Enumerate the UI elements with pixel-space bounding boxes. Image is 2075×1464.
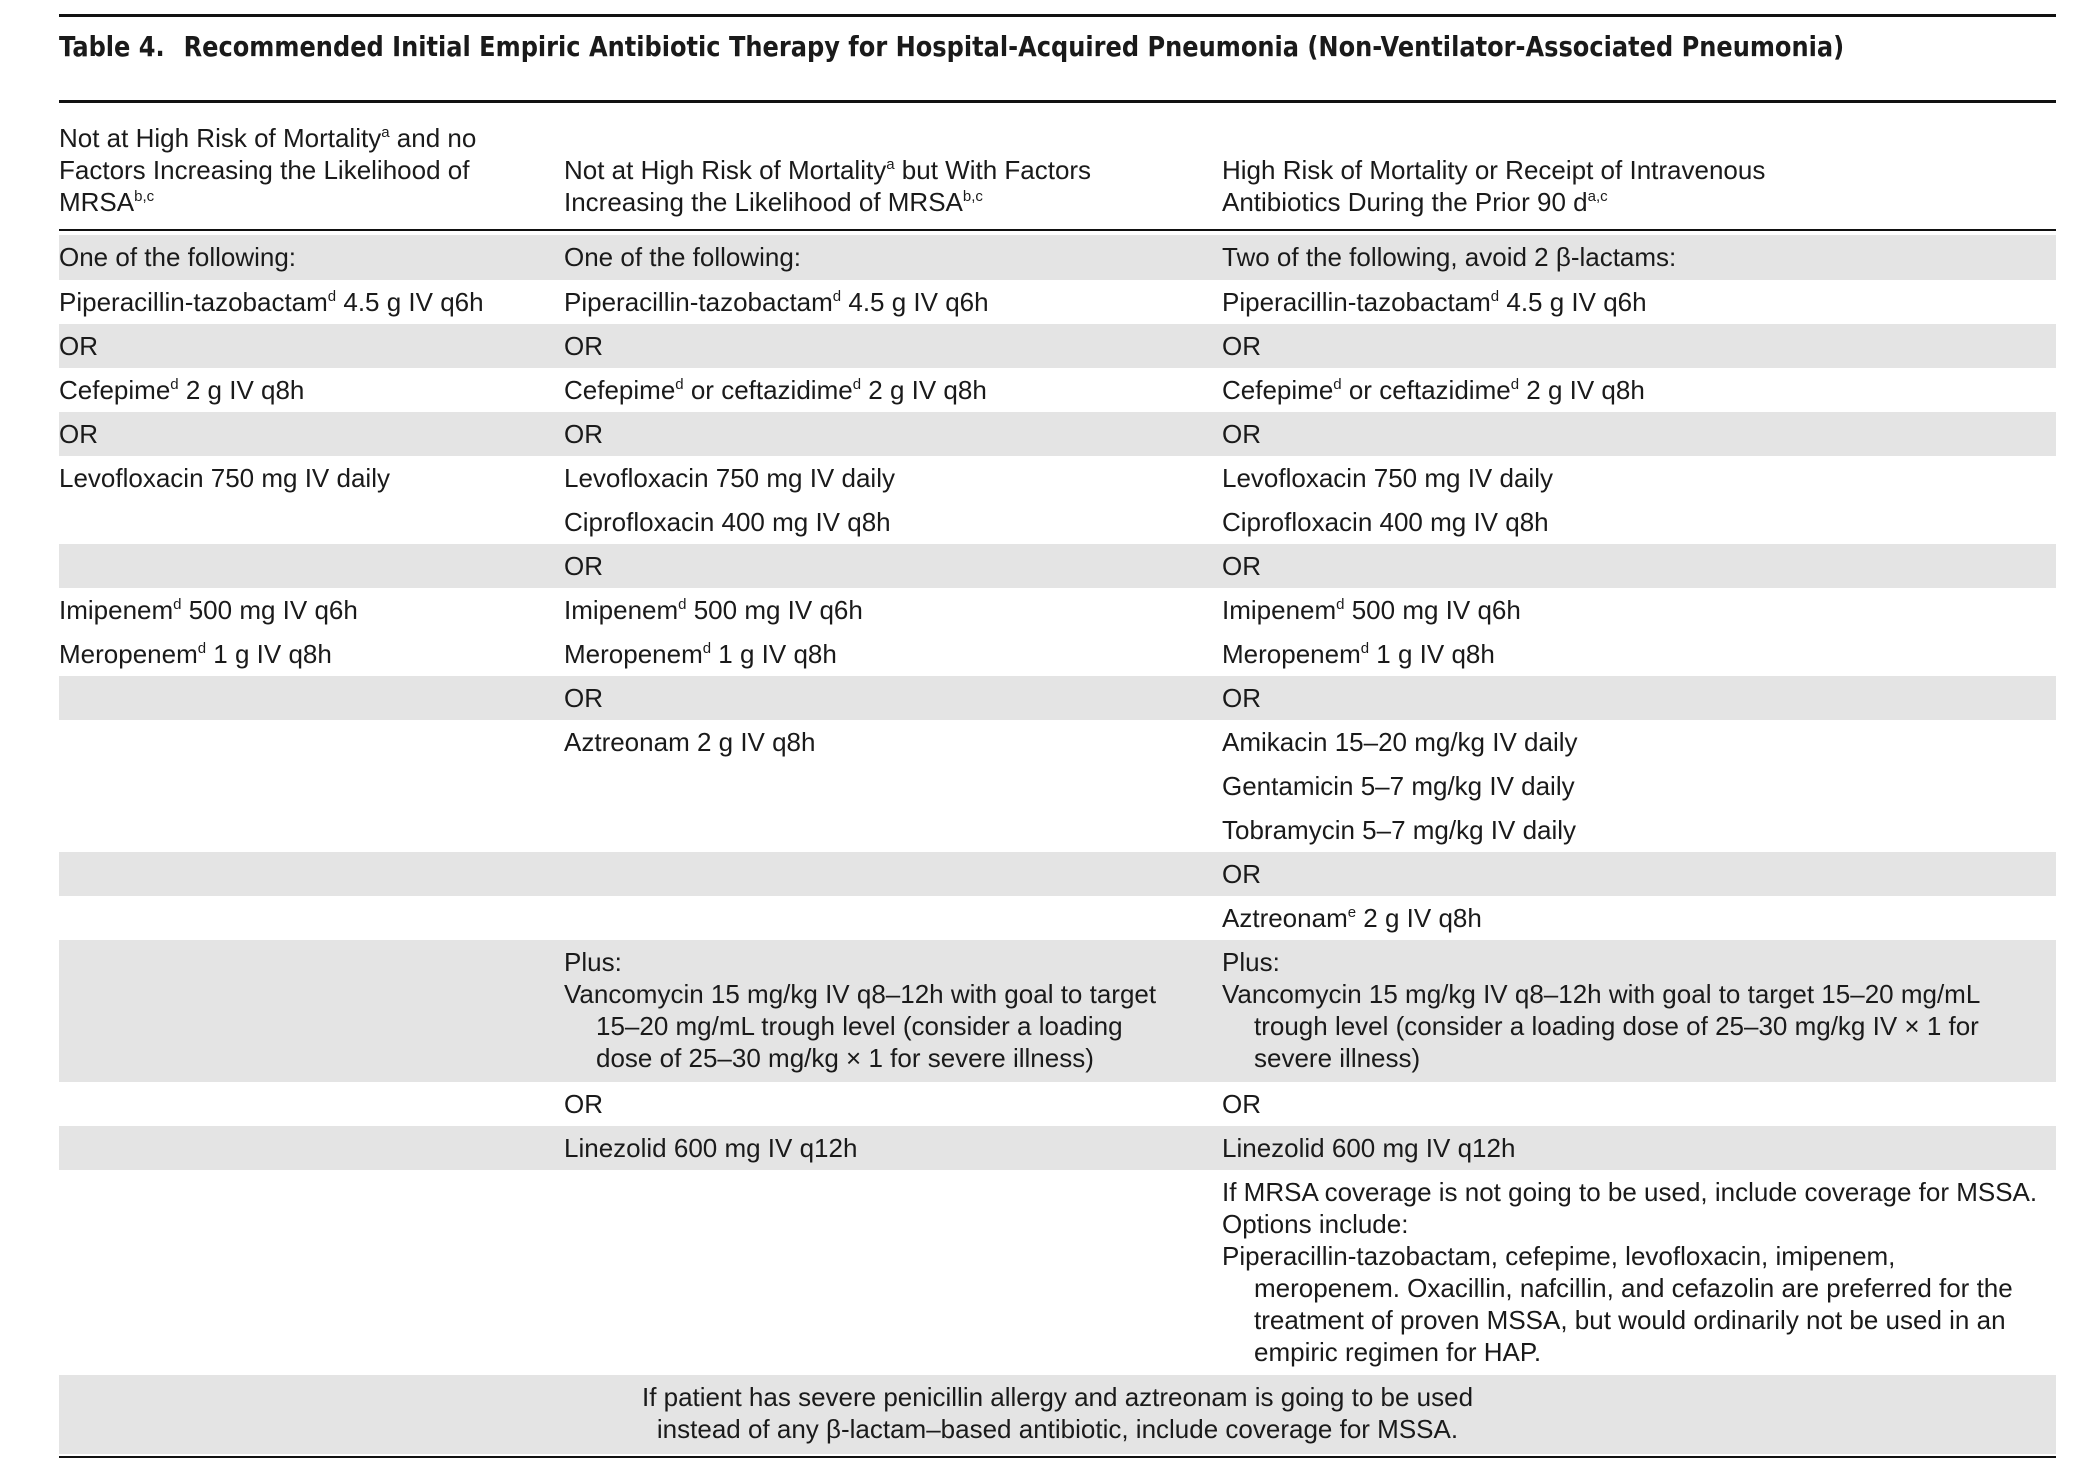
header-col-3 bbox=[1222, 154, 2022, 218]
table-body bbox=[59, 235, 2056, 1454]
table-cell: Levofloxacin 750 mg IV daily bbox=[564, 463, 895, 493]
header-text: but With Factors bbox=[894, 155, 1092, 185]
table-cell: Gentamicin 5–7 mg/kg IV daily bbox=[1222, 771, 1575, 801]
table-cell: Meropenem$^d$ 1 g IV q8h bbox=[1222, 639, 1495, 669]
table-footer-note: If patient has severe penicillin allergy and aztreonam is going to be used instead of any β-lactam–based antibiotic, include coverage for MSSA. bbox=[641, 1382, 1474, 1444]
table-cell: Ciprofloxacin 400 mg IV q8h bbox=[1222, 507, 1549, 537]
table-cell: Tobramycin 5–7 mg/kg IV daily bbox=[1222, 815, 1577, 845]
footnote-marker: b,c bbox=[962, 188, 983, 205]
table-cell: Aztreonam$^e$ 2 g IV q8h bbox=[1222, 903, 1482, 933]
table-cell: Piperacillin-tazobactam$^d$ 4.5 g IV q6h bbox=[59, 287, 484, 317]
header-text: Antibiotics During the Prior 90 d bbox=[1222, 187, 1588, 217]
table-row bbox=[59, 720, 2056, 764]
table-row bbox=[59, 235, 2056, 280]
table-row bbox=[59, 632, 2056, 676]
table-row bbox=[59, 676, 2056, 720]
table-cell: OR bbox=[1222, 683, 1261, 713]
footnote-marker: a bbox=[886, 156, 895, 173]
table-title-text: Recommended Initial Empiric Antibiotic Therapy for Hospital-Acquired Pneumonia (Non-Ventilator-Associated Pneumonia) bbox=[183, 30, 1845, 63]
table-cell: OR bbox=[564, 683, 603, 713]
footnote-marker: a,c bbox=[1587, 188, 1608, 205]
table-cell: Cefepime$^d$ or ceftazidime$^d$ 2 g IV q8h bbox=[1222, 375, 1645, 405]
table-cell: Amikacin 15–20 mg/kg IV daily bbox=[1222, 727, 1578, 757]
table-cell: Ciprofloxacin 400 mg IV q8h bbox=[564, 507, 891, 537]
table-cell: Plus: Vancomycin 15 mg/kg IV q8–12h with goal to target 15–20 mg/mL trough level (consider a loading dose of 25–30 mg/kg IV × 1 for severe illness) bbox=[1222, 947, 1981, 1073]
table-cell: If MRSA coverage is not going to be used, include coverage for MSSA. Options include: Piperacillin-tazobactam, cefepime, levofloxacin, imipenem, meropenem. Oxacillin, nafcillin, and cefazolin are preferred for the treatment of proven MSSA, but would ordinarily not be used in an empiric regimen for HAP. bbox=[1222, 1177, 2038, 1367]
table-row bbox=[59, 764, 2056, 808]
table-row bbox=[59, 544, 2056, 588]
footnote-marker: a bbox=[381, 124, 390, 141]
table-title bbox=[59, 30, 1845, 63]
header-text: Factors Increasing the Likelihood of bbox=[59, 155, 470, 185]
table-cell: OR bbox=[1222, 859, 1261, 889]
table-cell: OR bbox=[1222, 331, 1261, 361]
header-text: Not at High Risk of Mortality bbox=[564, 155, 887, 185]
header-rule bbox=[59, 229, 2056, 231]
table-cell: Linezolid 600 mg IV q12h bbox=[1222, 1133, 1516, 1163]
table-cell: OR bbox=[59, 331, 98, 361]
table-cell: Cefepime$^d$ 2 g IV q8h bbox=[59, 375, 305, 405]
table-cell: Plus: Vancomycin 15 mg/kg IV q8–12h with goal to target 15–20 mg/mL trough level (consider a loading dose of 25–30 mg/kg × 1 for severe illness) bbox=[564, 947, 1157, 1073]
table-cell: Meropenem$^d$ 1 g IV q8h bbox=[59, 639, 332, 669]
footnote-marker: b,c bbox=[134, 188, 155, 205]
header-text: Increasing the Likelihood of MRSA bbox=[564, 187, 963, 217]
table-row bbox=[59, 588, 2056, 632]
table-row bbox=[59, 368, 2056, 412]
header-text: Not at High Risk of Mortality bbox=[59, 123, 382, 153]
table-cell: Levofloxacin 750 mg IV daily bbox=[59, 463, 390, 493]
table-cell: OR bbox=[564, 419, 603, 449]
table-row bbox=[59, 940, 2056, 1082]
table-row bbox=[59, 280, 2056, 324]
table-row bbox=[59, 896, 2056, 940]
table-cell: Cefepime$^d$ or ceftazidime$^d$ 2 g IV q8h bbox=[564, 375, 987, 405]
table-cell: One of the following: bbox=[59, 242, 297, 272]
header-text: and no bbox=[389, 123, 477, 153]
table-row bbox=[59, 1375, 2056, 1454]
table-row bbox=[59, 1126, 2056, 1170]
header-text: MRSA bbox=[59, 187, 135, 217]
table-cell: One of the following: bbox=[564, 242, 802, 272]
table-row bbox=[59, 324, 2056, 368]
table-cell: OR bbox=[564, 331, 603, 361]
table-page bbox=[59, 0, 2056, 1464]
header-col-1 bbox=[59, 122, 539, 218]
title-rule bbox=[59, 100, 2056, 103]
top-rule bbox=[59, 14, 2056, 17]
table-cell: OR bbox=[1222, 551, 1261, 581]
table-cell: Two of the following, avoid 2 β-lactams: bbox=[1222, 242, 1677, 272]
table-cell: Imipenem$^d$ 500 mg IV q6h bbox=[59, 595, 358, 625]
table-row bbox=[59, 412, 2056, 456]
table-row bbox=[59, 456, 2056, 500]
table-row bbox=[59, 1082, 2056, 1126]
table-row bbox=[59, 500, 2056, 544]
table-cell: Piperacillin-tazobactam$^d$ 4.5 g IV q6h bbox=[1222, 287, 1647, 317]
table-row bbox=[59, 808, 2056, 852]
table-number: Table 4. bbox=[59, 30, 165, 63]
table-cell: OR bbox=[564, 551, 603, 581]
header-col-2 bbox=[564, 154, 1184, 218]
table-cell: Linezolid 600 mg IV q12h bbox=[564, 1133, 858, 1163]
table-cell: OR bbox=[564, 1089, 603, 1119]
table-cell: Imipenem$^d$ 500 mg IV q6h bbox=[1222, 595, 1521, 625]
table-cell: OR bbox=[59, 419, 98, 449]
table-cell: OR bbox=[1222, 1089, 1261, 1119]
table-cell: Aztreonam 2 g IV q8h bbox=[564, 727, 816, 757]
table-cell: Levofloxacin 750 mg IV daily bbox=[1222, 463, 1553, 493]
bottom-rule bbox=[59, 1456, 2056, 1458]
header-text: High Risk of Mortality or Receipt of Intravenous bbox=[1222, 155, 1766, 185]
table-cell: Imipenem$^d$ 500 mg IV q6h bbox=[564, 595, 863, 625]
table-row bbox=[59, 852, 2056, 896]
table-cell: Piperacillin-tazobactam$^d$ 4.5 g IV q6h bbox=[564, 287, 989, 317]
table-row bbox=[59, 1170, 2056, 1375]
table-cell: OR bbox=[1222, 419, 1261, 449]
table-cell: Meropenem$^d$ 1 g IV q8h bbox=[564, 639, 837, 669]
